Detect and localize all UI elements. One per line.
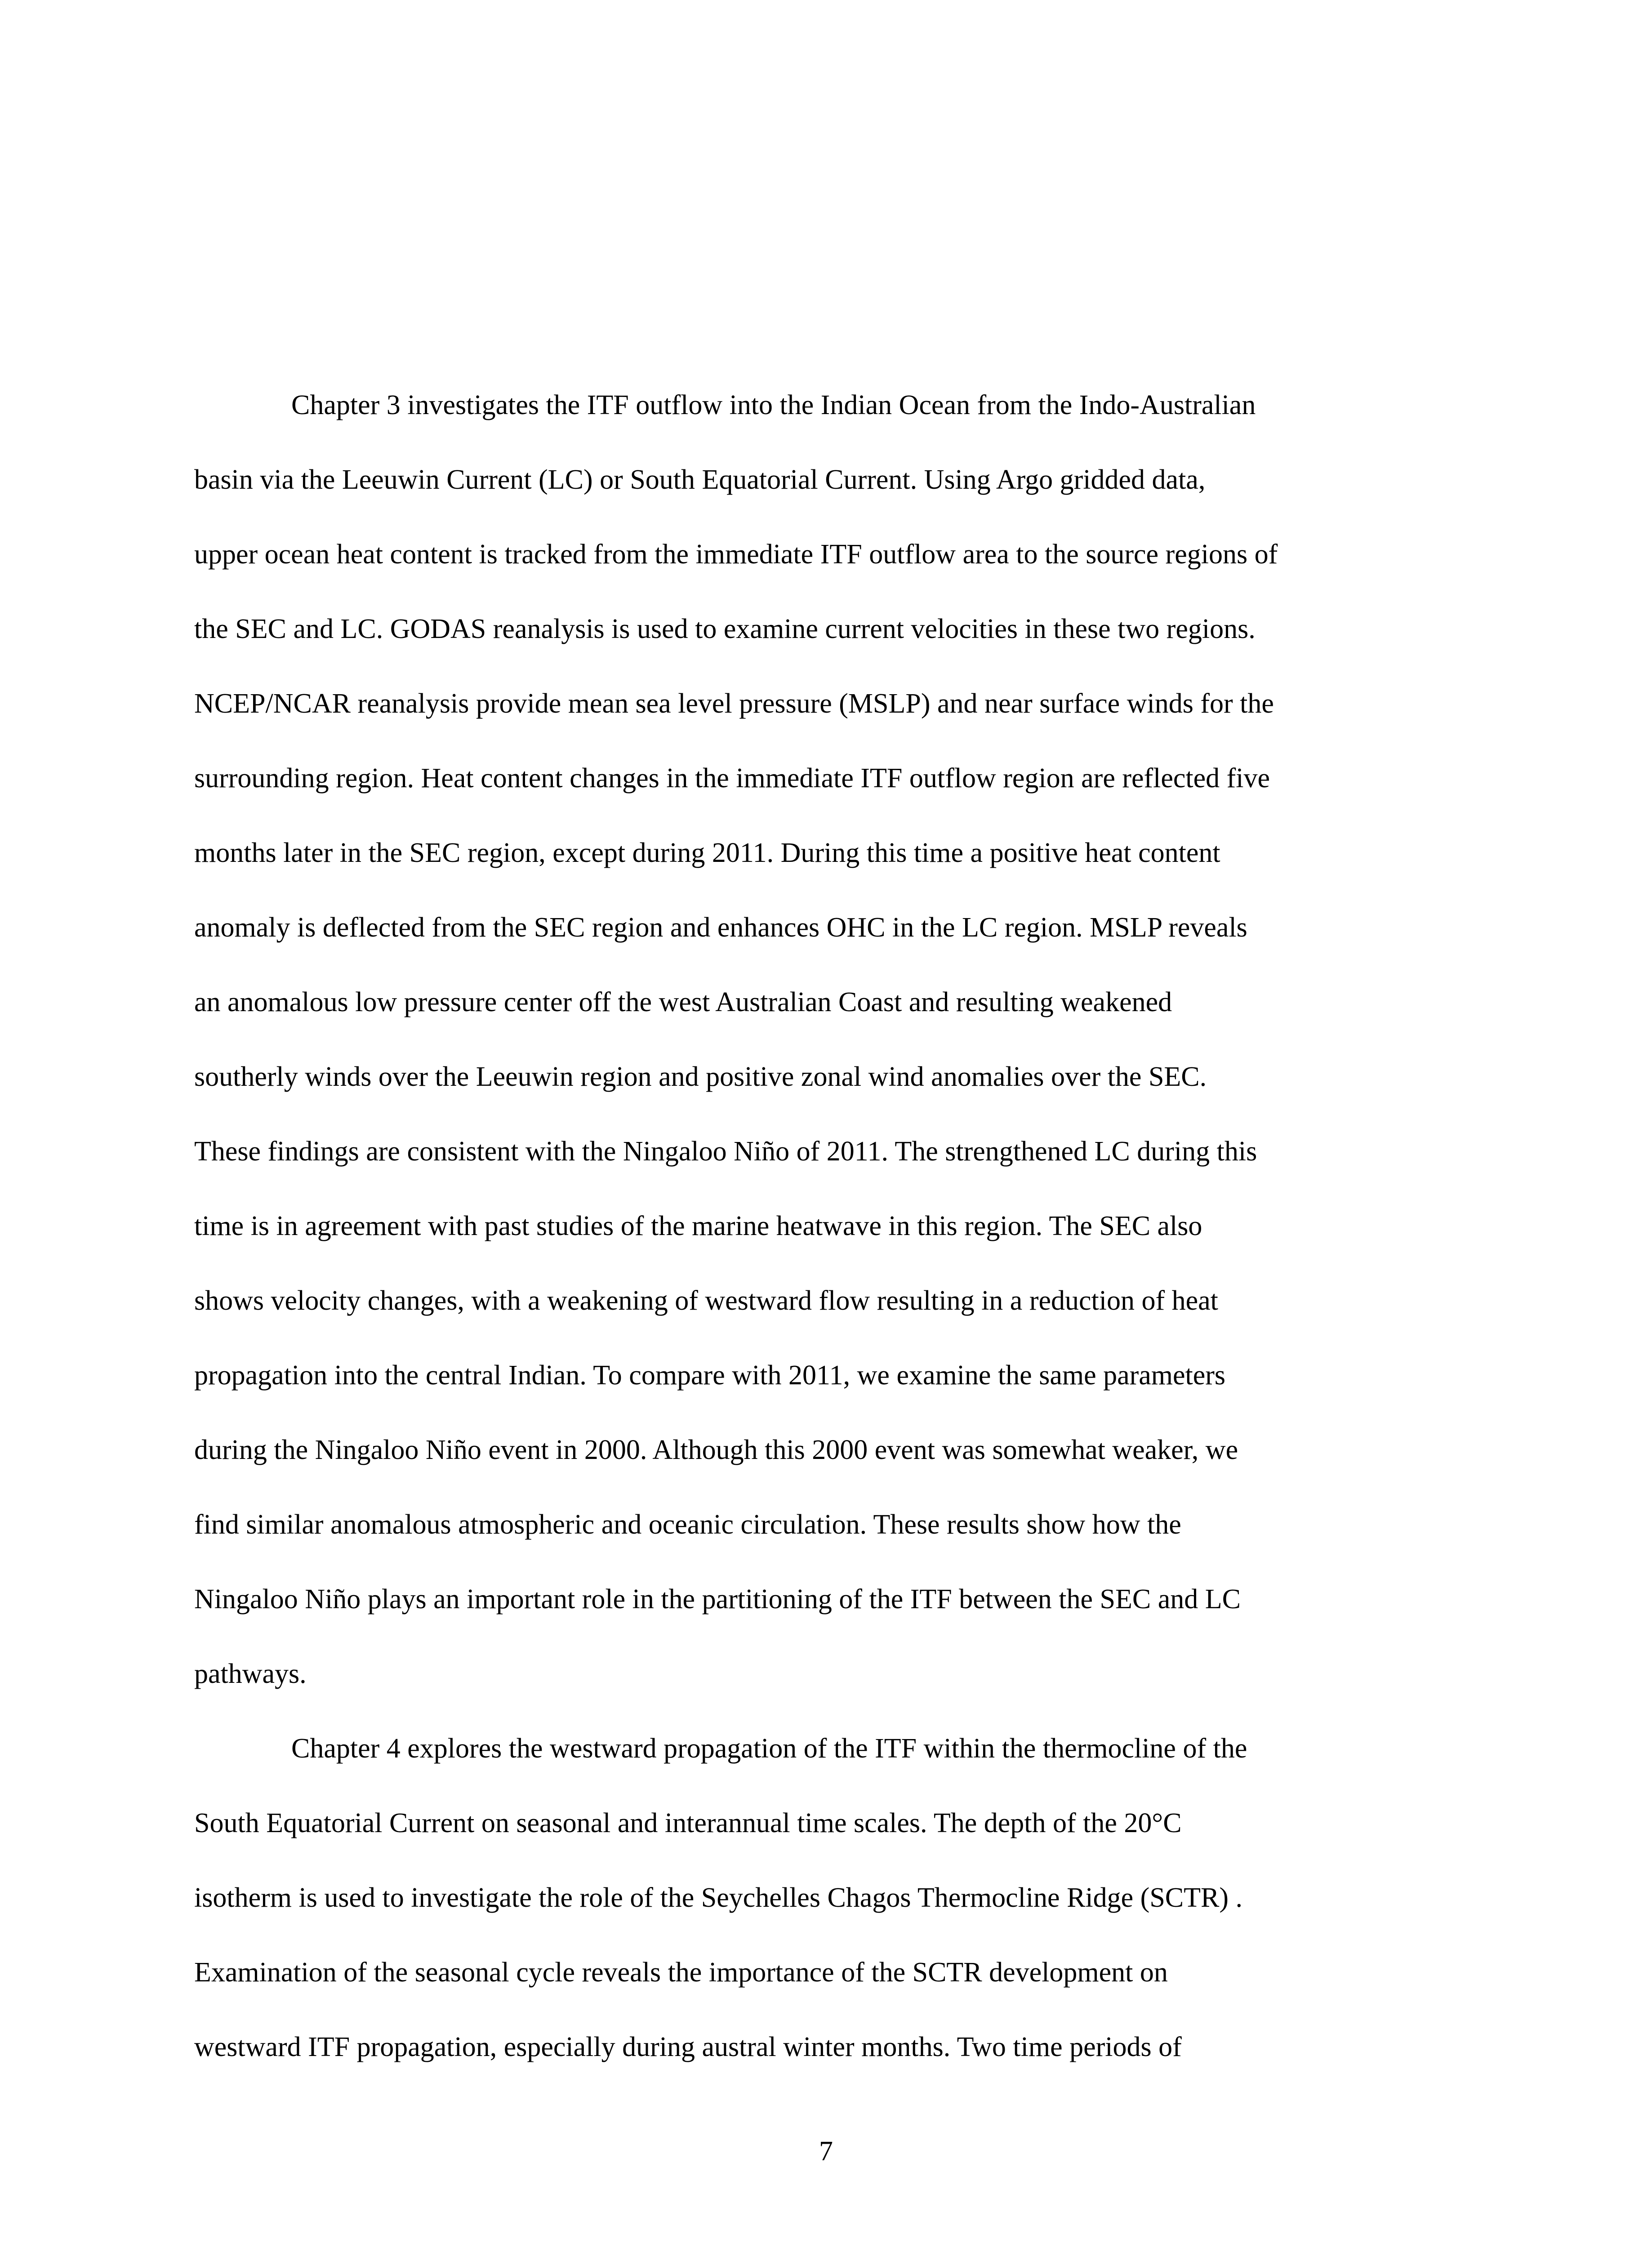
text-line: anomaly is deflected from the SEC region and enhances OHC in the LC region. MSLP reveals <box>194 912 1247 943</box>
text-line: an anomalous low pressure center off the west Australian Coast and resulting weakened <box>194 987 1172 1017</box>
text-line: the SEC and LC. GODAS reanalysis is used to examine current velocities in these two regions. <box>194 614 1256 644</box>
text-line: propagation into the central Indian. To compare with 2011, we examine the same parameters <box>194 1360 1226 1391</box>
text-line: pathways. <box>194 1659 307 1689</box>
paragraph-chapter-4 <box>194 1711 1458 2084</box>
text-line: westward ITF propagation, especially during austral winter months. Two time periods of <box>194 2032 1182 2062</box>
text-line: time is in agreement with past studies of the marine heatwave in this region. The SEC also <box>194 1211 1202 1241</box>
text-line: southerly winds over the Leeuwin region and positive zonal wind anomalies over the SEC. <box>194 1062 1207 1092</box>
text-line: upper ocean heat content is tracked from the immediate ITF outflow area to the source regions of <box>194 539 1278 570</box>
paragraph-chapter-3 <box>194 368 1458 1711</box>
text-line: surrounding region. Heat content changes in the immediate ITF outflow region are reflected five <box>194 763 1270 794</box>
text-line: NCEP/NCAR reanalysis provide mean sea level pressure (MSLP) and near surface winds for the <box>194 688 1274 719</box>
text-line: Examination of the seasonal cycle reveals the importance of the SCTR development on <box>194 1957 1168 1988</box>
text-line: find similar anomalous atmospheric and oceanic circulation. These results show how the <box>194 1509 1181 1540</box>
text-line: These findings are consistent with the Ningaloo Niño of 2011. The strengthened LC during this <box>194 1136 1257 1167</box>
text-line: isotherm is used to investigate the role of the Seychelles Chagos Thermocline Ridge (SCTR) . <box>194 1882 1243 1913</box>
page-number: 7 <box>819 2136 833 2167</box>
text-line: basin via the Leeuwin Current (LC) or South Equatorial Current. Using Argo gridded data, <box>194 464 1206 495</box>
text-line: South Equatorial Current on seasonal and interannual time scales. The depth of the 20°C <box>194 1808 1182 1838</box>
text-line: months later in the SEC region, except during 2011. During this time a positive heat content <box>194 838 1220 868</box>
text-line: Ningaloo Niño plays an important role in the partitioning of the ITF between the SEC and LC <box>194 1584 1241 1615</box>
text-line: Chapter 4 explores the westward propagation of the ITF within the thermocline of the <box>291 1733 1247 1764</box>
body-text <box>194 368 1458 2084</box>
text-line: shows velocity changes, with a weakening of westward flow resulting in a reduction of heat <box>194 1285 1218 1316</box>
text-line: during the Ningaloo Niño event in 2000. Although this 2000 event was somewhat weaker, we <box>194 1435 1238 1465</box>
text-line: Chapter 3 investigates the ITF outflow into the Indian Ocean from the Indo-Australian <box>291 390 1256 420</box>
